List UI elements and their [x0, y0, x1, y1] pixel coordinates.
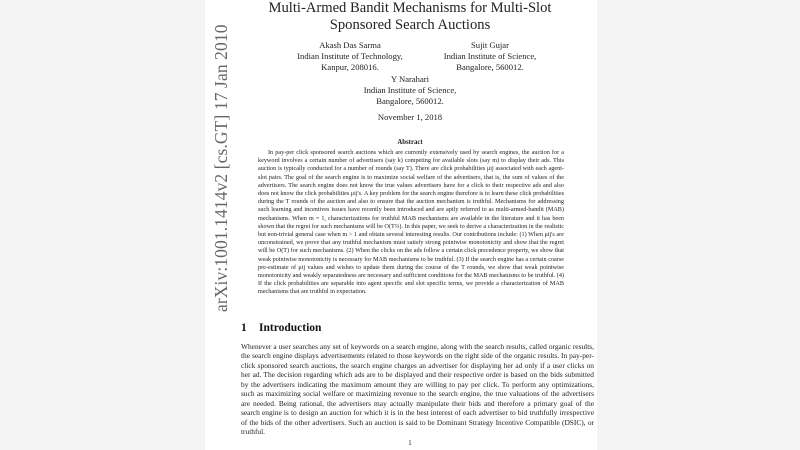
author-affiliation: Indian Institute of Technology, — [297, 51, 403, 61]
paper-date: November 1, 2018 — [377, 112, 443, 122]
author-address: Kanpur, 208016. — [321, 62, 379, 72]
page-number: 1 — [408, 440, 412, 447]
author-address: Bangalore, 560012. — [376, 96, 444, 106]
author-block — [290, 40, 410, 73]
introduction-body — [241, 342, 594, 437]
author-block — [350, 74, 470, 107]
section-heading — [241, 322, 541, 334]
author-affiliation: Indian Institute of Science, — [443, 51, 537, 61]
abstract-body — [258, 149, 564, 297]
author-name: Y Narahari — [390, 74, 430, 84]
paper-title — [240, 0, 580, 34]
author-name: Akash Das Sarma — [319, 40, 381, 50]
section-number: 1 — [241, 322, 247, 334]
section-title: Introduction — [259, 322, 322, 334]
introduction-text: Whenever a user searches any set of keywords on a search engine, along with the search results, called organic results, the search engine displays advertisements related to those keywords on the right side of the organic results. In pay-per-click sponsored search auctions, the search engine charges an advertiser for displaying her ad only if a user clicks on her ad. The decision regarding which ads are to be displayed and their respective order is based on the bids submitted by the advertisers indicating the maximum amount they are willing to pay per click. To perform any optimizations, such as maximizing social welfare or maximizing revenue to the search engine, the true valuations of the advertisers are needed. Being rational, the advertisers may actually manipulate their bids and therefore a primary goal of the search engine is to design an auction for which it is in the best interest of each advertiser to bid truthfully irrespective of the bids of the other advertisers. Such an auction is said to be Dominant Strategy Incentive Compatible (DSIC), or truthful. — [241, 342, 594, 437]
author-name: Sujit Gujar — [471, 40, 509, 50]
right-background — [597, 0, 800, 450]
abstract-text: In pay-per click sponsored search auctions which are currently extensively used by search engines, the auction for a keyword involves a certain number of advertisers (say k) competing for available slots (say m) to display their ads. This auction is typically conducted for a number of rounds (say T). There are click probabilities μij associated with each agent-slot pairs. The goal of the search engine is to maximize social welfare of the advertisers, that is, the sum of values of the advertisers. The search engine does not know the true values advertisers have for a click to their respective ads and also does not know the click probabilities μij's. A key problem for the search engine therefore is to learn these click probabilities during the T rounds of the auction and also to ensure that the auction mechanism is truthful. Mechanisms for addressing such learning and incentives issues have recently been introduced and are aptly referred to as multi-armed-bandit (MAB) mechanisms. When m = 1, characterizations for truthful MAB mechanisms are available in the literature and it has been shown that the regret for such mechanisms will be O(T⅔). In this paper, we seek to derive a characterization in the realistic but non-trivial general case when m > 1 and obtain several interesting results. Our contributions include: (1) When μij's are unconstrained, we prove that any truthful mechanism must satisfy strong pointwise monotonicity and show that the regret will be O(T) for such mechanisms. (2) When the clicks on the ads follow a certain click precedence property, we show that weak pointwise monotonicity is necessary for MAB mechanisms to be truthful. (3) If the search engine has a certain coarse pre-estimate of μij values and wishes to update them during the course of the T rounds, we show that weak pointwise monotonicity and weakly separatedness are necessary and sufficient conditions for the MAB mechanisms to be truthful. (4) If the click probabilities are separable into agent specific and slot specific terms, we provide a characterization of MAB mechanisms that are truthful in expectation. — [258, 149, 564, 296]
author-block — [430, 40, 550, 73]
abstract-heading: Abstract — [397, 139, 423, 146]
title-line-2: Sponsored Search Auctions — [329, 17, 491, 33]
left-background — [0, 0, 205, 450]
author-affiliation: Indian Institute of Science, — [363, 85, 457, 95]
title-line-1: Multi-Armed Bandit Mechanisms for Multi-Slot — [268, 0, 552, 16]
arxiv-identifier: arXiv:1001.1414v2 [cs.GT] 17 Jan 2010 — [211, 24, 231, 312]
author-address: Bangalore, 560012. — [456, 62, 524, 72]
